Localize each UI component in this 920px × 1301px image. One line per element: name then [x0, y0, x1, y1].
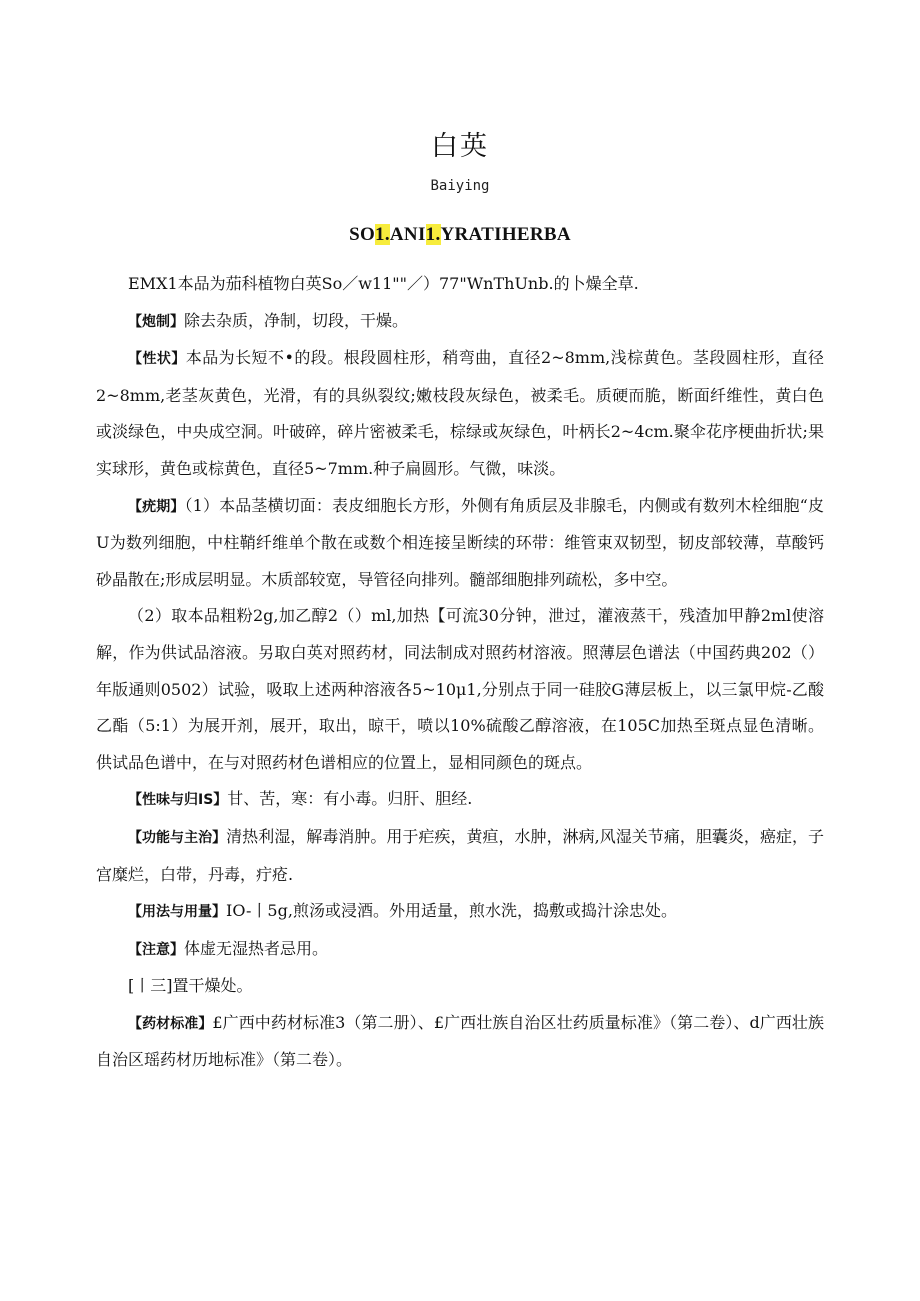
paragraph-text: EMX1本品为茄科植物白英So／w11""／）77"WnThUnb.的卜燥全草. — [128, 274, 639, 293]
latin-part: YRATIHERBA — [440, 224, 571, 245]
paragraph-identification-2 — [96, 598, 824, 781]
paragraph-dosage — [96, 893, 824, 931]
paragraph-standards — [96, 1005, 824, 1079]
section-label: 【疣期】 — [128, 498, 185, 515]
paragraph-text: （1）本品茎横切面：表皮细胞长方形，外侧有角质层及非腺毛，内侧或有数列木栓细胞“皮U为数列细胞，中柱鞘纤维单个散在或数个相连接呈断续的环带：维管束双韧型，韧皮部较薄，草酸钙砂晶散在;形成层明显。木质部较宽，导管径向排列。髓部细胞排列疏松，多中空。 — [96, 495, 824, 589]
monograph-body — [96, 266, 824, 1079]
latin-part: SO — [349, 224, 376, 245]
paragraph-text: 体虚无湿热者忌用。 — [184, 938, 329, 958]
paragraph-caution — [96, 931, 824, 969]
latin-name — [0, 224, 920, 246]
paragraph-text: 本品为长短不•的段。根段圆柱形，稍弯曲，直径2~8mm,浅棕黄色。茎段圆柱形，直径2~8mm,老茎灰黄色，光滑，有的具纵裂纹;嫩枝段灰绿色，被柔毛。质硬而脆，断面纤维性，黄白色或淡绿色，中央成空洞。叶破碎，碎片密被柔毛，棕绿或灰绿色，叶柄长2~4cm.聚伞花序梗曲折状;果实球形，黄色或棕黄色，直径5~7mm.种子扁圆形。气微，味淡。 — [96, 348, 824, 478]
section-label: 【性状】 — [128, 351, 186, 368]
section-label: 【用法与用量】 — [128, 904, 226, 921]
section-label: 【药材标准】 — [128, 1015, 213, 1032]
page-title: 白英 — [431, 131, 489, 162]
paragraph-text: 除去杂质，净制，切段，干燥。 — [184, 310, 409, 330]
paragraph-text: £广西中药材标准3（第二册）、£广西壮族自治区壮药质量标准》（第二卷）、d广西壮族自治区瑶药材历地标准》（第二卷）。 — [96, 1012, 824, 1070]
section-label: 【炮制】 — [128, 313, 184, 330]
paragraph-functions — [96, 819, 824, 893]
section-label: 【注意】 — [128, 941, 184, 958]
latin-part: ANI — [389, 224, 426, 245]
paragraph-text: （2）取本品粗粉2g,加乙醇2（）ml,加热【可流30分钟，泄过，灌液蒸干，残渣加甲静2ml使溶解，作为供试品溶液。另取白英对照药材，同法制成对照药材溶液。照薄层色谱法（中国药典202（）年版通则0502）试验，吸取上述两种溶液各5~10μ1,分别点于同一硅胶G薄层板上，以三氯甲烷-乙酸乙酯（5:1）为展开剂，展开，取出，晾干，喷以10%硫酸乙醇溶液，在105C加热至斑点显色清晰。供试品色谱中，在与对照药材色谱相应的位置上，显相同颜色的斑点。 — [96, 606, 824, 772]
paragraph-processing — [96, 303, 824, 341]
highlighted-mark: 1. — [425, 224, 441, 245]
paragraph-identification-1 — [96, 488, 824, 599]
paragraph-text: 甘、苦，寒：有小毒。归肝、胆经. — [227, 789, 473, 809]
paragraph-source — [96, 266, 824, 303]
pinyin-subtitle: Baiying — [430, 178, 490, 194]
section-label: 【性味与归IS】 — [128, 792, 228, 809]
highlighted-mark: 1. — [375, 224, 390, 245]
paragraph-nature-meridian — [96, 781, 824, 819]
paragraph-description — [96, 340, 824, 487]
paragraph-storage — [96, 968, 824, 1005]
paragraph-text: IO-丨5g,煎汤或浸酒。外用适量，煎水洗，捣敷或捣汁涂忠处。 — [226, 901, 677, 921]
paragraph-text: [丨三]置干燥处。 — [128, 976, 253, 996]
paragraph-text: 清热利湿，解毒消肿。用于疟疾，黄疸，水肿，淋病,风湿关节痛，胆囊炎，癌症，子宫糜烂，白带，丹毒，疔疮. — [96, 826, 825, 884]
section-label: 【功能与主治】 — [128, 829, 227, 846]
